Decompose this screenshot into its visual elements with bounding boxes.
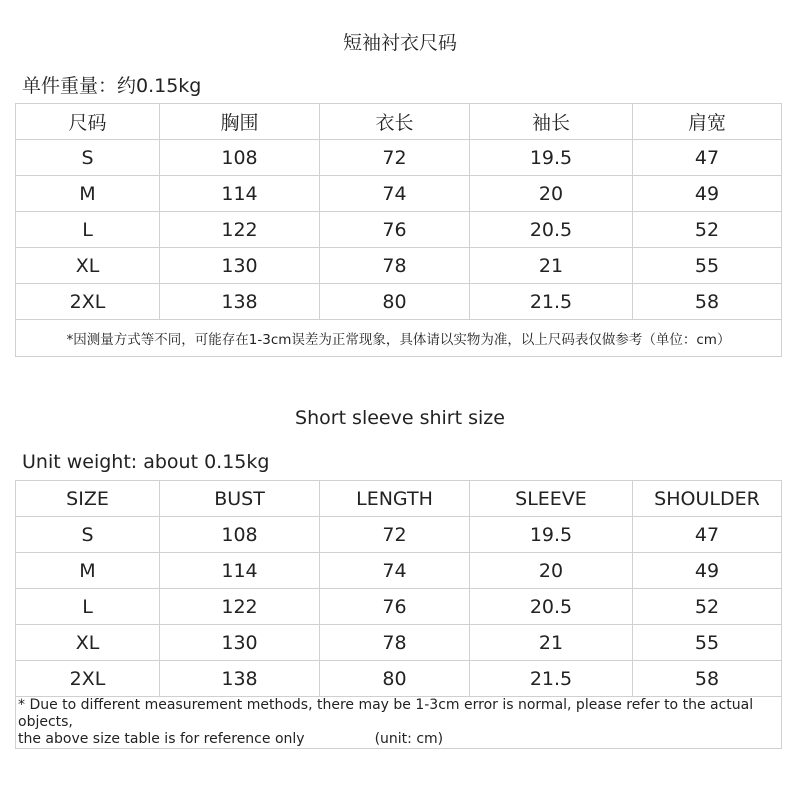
- header-cell-length: 衣长: [320, 104, 470, 140]
- table-cell: 130: [160, 625, 320, 661]
- table-cell: 72: [320, 140, 470, 176]
- table-cell: 74: [320, 553, 470, 589]
- table-cell: 74: [320, 176, 470, 212]
- table-note-row: [16, 697, 782, 749]
- table-cell: 52: [633, 212, 782, 248]
- table-cell: 47: [633, 140, 782, 176]
- table-cell: 114: [160, 176, 320, 212]
- note-line-1: * Due to different measurement methods, there may be 1-3cm error is normal, please refer to the actual objects,: [18, 697, 754, 730]
- table-cell: 108: [160, 517, 320, 553]
- note-line-2: [18, 731, 781, 748]
- table-cell: 19.5: [470, 517, 633, 553]
- english-table-note: [16, 697, 782, 749]
- table-cell: 20.5: [470, 212, 633, 248]
- table-cell: 20: [470, 176, 633, 212]
- table-cell: 130: [160, 248, 320, 284]
- header-cell-length: LENGTH: [320, 481, 470, 517]
- english-unit-weight: Unit weight: about 0.15kg: [22, 451, 270, 473]
- table-header-row: [16, 481, 782, 517]
- table-row: [16, 661, 782, 697]
- table-cell: 138: [160, 661, 320, 697]
- note-line-2-text: the above size table is for reference only: [18, 731, 305, 747]
- table-cell: 122: [160, 589, 320, 625]
- table-cell: 80: [320, 284, 470, 320]
- header-cell-size: SIZE: [16, 481, 160, 517]
- table-cell: 2XL: [16, 661, 160, 697]
- table-cell: M: [16, 176, 160, 212]
- chinese-table-title: 短袖衬衣尺码: [342, 32, 457, 54]
- table-cell: 78: [320, 248, 470, 284]
- table-row: [16, 176, 782, 212]
- table-cell: 55: [633, 625, 782, 661]
- table-cell: 49: [633, 553, 782, 589]
- table-cell: L: [16, 212, 160, 248]
- table-row: [16, 248, 782, 284]
- table-cell: 114: [160, 553, 320, 589]
- table-row: [16, 212, 782, 248]
- table-row: [16, 625, 782, 661]
- english-size-table: [15, 480, 782, 749]
- table-row: [16, 589, 782, 625]
- table-cell: XL: [16, 625, 160, 661]
- table-row: [16, 553, 782, 589]
- table-row: [16, 140, 782, 176]
- header-cell-size: 尺码: [16, 104, 160, 140]
- table-cell: 19.5: [470, 140, 633, 176]
- table-row: [16, 517, 782, 553]
- chinese-table-note: *因测量方式等不同，可能存在1-3cm误差为正常现象，具体请以实物为准，以上尺码表仅做参考（单位：cm）: [16, 320, 782, 357]
- english-table-title: Short sleeve shirt size: [295, 407, 505, 429]
- table-cell: M: [16, 553, 160, 589]
- table-row: [16, 284, 782, 320]
- table-cell: 2XL: [16, 284, 160, 320]
- table-note-row: [16, 320, 782, 357]
- table-cell: 76: [320, 589, 470, 625]
- table-cell: 108: [160, 140, 320, 176]
- table-cell: 58: [633, 284, 782, 320]
- table-cell: 20.5: [470, 589, 633, 625]
- table-cell: S: [16, 140, 160, 176]
- table-cell: 72: [320, 517, 470, 553]
- table-cell: 55: [633, 248, 782, 284]
- header-cell-shoulder: 肩宽: [633, 104, 782, 140]
- table-cell: 21: [470, 625, 633, 661]
- table-cell: S: [16, 517, 160, 553]
- table-cell: 21.5: [470, 284, 633, 320]
- table-cell: 58: [633, 661, 782, 697]
- note-unit: (unit: cm): [374, 731, 444, 747]
- table-cell: 80: [320, 661, 470, 697]
- chinese-unit-weight: 单件重量：约0.15kg: [22, 75, 202, 97]
- chinese-size-table: [15, 103, 782, 357]
- table-cell: 49: [633, 176, 782, 212]
- table-cell: 20: [470, 553, 633, 589]
- table-cell: XL: [16, 248, 160, 284]
- table-cell: 47: [633, 517, 782, 553]
- table-header-row: [16, 104, 782, 140]
- header-cell-sleeve: SLEEVE: [470, 481, 633, 517]
- table-cell: 21.5: [470, 661, 633, 697]
- header-cell-bust: 胸围: [160, 104, 320, 140]
- table-cell: 52: [633, 589, 782, 625]
- table-cell: 21: [470, 248, 633, 284]
- table-cell: L: [16, 589, 160, 625]
- table-cell: 76: [320, 212, 470, 248]
- header-cell-sleeve: 袖长: [470, 104, 633, 140]
- header-cell-shoulder: SHOULDER: [633, 481, 782, 517]
- header-cell-bust: BUST: [160, 481, 320, 517]
- table-cell: 78: [320, 625, 470, 661]
- table-cell: 122: [160, 212, 320, 248]
- table-cell: 138: [160, 284, 320, 320]
